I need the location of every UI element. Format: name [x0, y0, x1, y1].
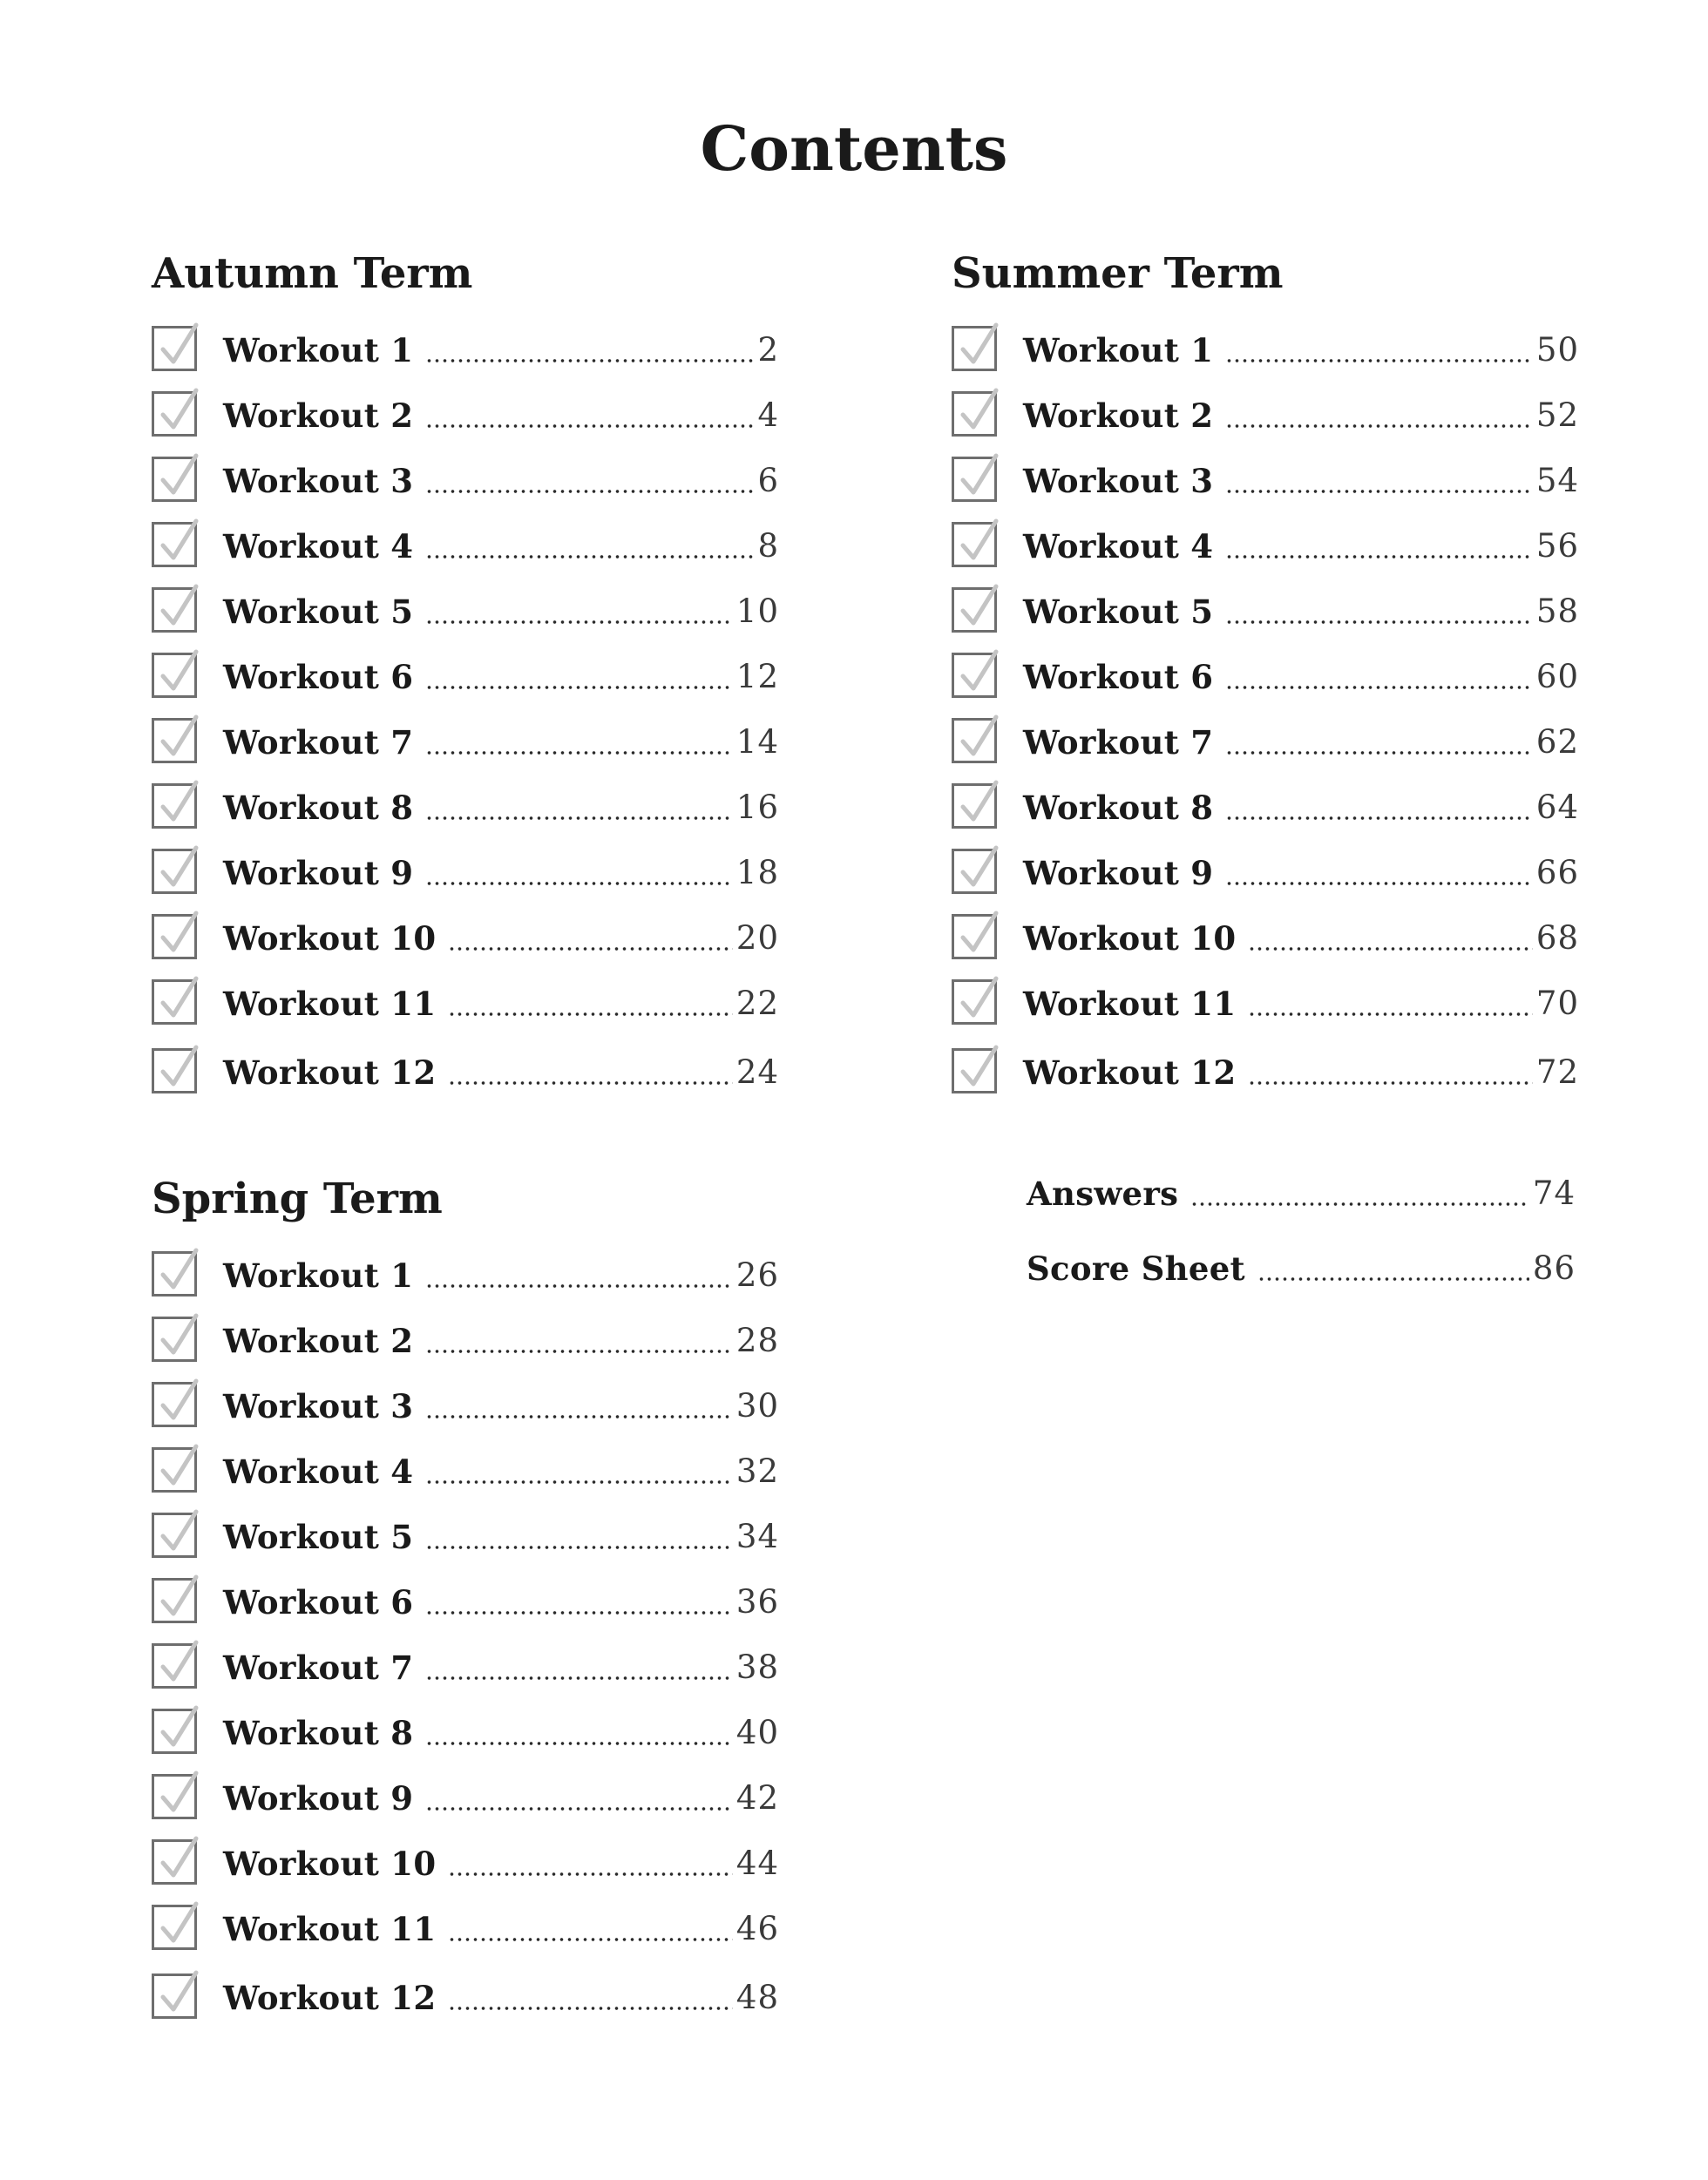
- toc-entry[interactable]: [152, 1707, 779, 1759]
- entry-label: Workout 11: [223, 1910, 437, 1948]
- toc-entry-line: [223, 520, 779, 572]
- page-number: 30: [735, 1387, 779, 1425]
- dot-leader: [425, 1544, 733, 1551]
- page-number: 70: [1535, 985, 1579, 1022]
- entry-label: Workout 3: [223, 1387, 414, 1425]
- entry-label: Workout 4: [223, 1452, 414, 1491]
- checkbox-tick-icon[interactable]: [152, 391, 197, 437]
- dot-leader: [1225, 815, 1533, 822]
- toc-entry[interactable]: [152, 586, 779, 638]
- page-number: 66: [1535, 854, 1579, 891]
- checkbox-tick-icon[interactable]: [952, 522, 997, 567]
- checkbox-tick-icon[interactable]: [152, 1643, 197, 1689]
- toc-entry-line: [1023, 847, 1579, 899]
- toc-entry[interactable]: [152, 912, 779, 965]
- checkbox-tick-icon[interactable]: [952, 1048, 997, 1093]
- entry-label: Workout 6: [1023, 658, 1214, 696]
- dot-leader: [1225, 423, 1533, 430]
- toc-entry[interactable]: [952, 324, 1579, 376]
- page-number: 40: [735, 1714, 779, 1751]
- toc-entry-line: [223, 716, 779, 768]
- page-number: 74: [1532, 1175, 1576, 1212]
- toc-entry-line: [1023, 455, 1579, 507]
- toc-entry[interactable]: [152, 455, 779, 507]
- dot-leader: [1225, 619, 1533, 626]
- page-number: 54: [1535, 462, 1579, 499]
- dot-leader: [448, 1936, 733, 1943]
- toc-entry[interactable]: [952, 782, 1579, 834]
- page-number: 8: [757, 527, 779, 565]
- entry-label: Workout 8: [223, 1714, 414, 1752]
- page-number: 16: [735, 789, 779, 826]
- page-number: 48: [735, 1979, 779, 2016]
- page-number: 14: [735, 723, 779, 761]
- dot-leader: [425, 684, 733, 691]
- entry-label: Workout 3: [223, 462, 414, 500]
- checkbox-tick-icon[interactable]: [152, 718, 197, 763]
- page-number: 58: [1535, 592, 1579, 630]
- checkbox-tick-icon[interactable]: [952, 457, 997, 502]
- entry-label: Workout 8: [223, 789, 414, 827]
- page-number: 22: [735, 985, 779, 1022]
- dot-leader: [448, 2005, 733, 2012]
- dot-leader: [425, 1805, 733, 1812]
- entry-label: Workout 7: [1023, 723, 1214, 762]
- dot-leader: [1257, 1276, 1529, 1283]
- dot-leader: [425, 749, 733, 756]
- entry-label: Score Sheet: [1027, 1249, 1245, 1288]
- page-number: 12: [735, 658, 779, 695]
- toc-entry-line: [223, 1972, 779, 2024]
- dot-leader: [448, 945, 733, 952]
- toc-entry[interactable]: [952, 1046, 1579, 1099]
- checkbox-tick-icon[interactable]: [152, 457, 197, 502]
- page-number: 28: [735, 1322, 779, 1359]
- toc-entry-line: [1023, 782, 1579, 834]
- entry-label: Workout 10: [1023, 919, 1237, 958]
- checkbox-tick-icon[interactable]: [152, 1513, 197, 1558]
- checkbox-tick-icon[interactable]: [152, 849, 197, 894]
- checkbox-tick-icon[interactable]: [152, 653, 197, 698]
- toc-entry-line: [223, 912, 779, 965]
- dot-leader: [425, 1740, 733, 1747]
- page-number: 36: [735, 1583, 779, 1621]
- toc-entry-line: [1023, 324, 1579, 376]
- dot-leader: [425, 1348, 733, 1355]
- toc-entry[interactable]: [952, 586, 1579, 638]
- checkbox-tick-icon[interactable]: [152, 587, 197, 633]
- toc-entry-line: [1023, 389, 1579, 442]
- page-number: 2: [757, 331, 779, 369]
- dot-leader: [1248, 1011, 1533, 1018]
- toc-entry-line: [223, 1707, 779, 1759]
- entry-label: Workout 1: [223, 331, 414, 369]
- checkbox-tick-icon[interactable]: [952, 849, 997, 894]
- page-number: 86: [1532, 1249, 1576, 1287]
- dot-leader: [1225, 880, 1533, 887]
- page-number: 64: [1535, 789, 1579, 826]
- dot-leader: [425, 1283, 733, 1290]
- toc-entry[interactable]: [152, 520, 779, 572]
- dot-leader: [1225, 684, 1533, 691]
- checkbox-tick-icon[interactable]: [152, 979, 197, 1025]
- toc-entry[interactable]: [152, 716, 779, 768]
- toc-entry-line: [223, 1903, 779, 1955]
- dot-leader: [425, 423, 754, 430]
- toc-entry-line: [223, 1772, 779, 1825]
- toc-entry[interactable]: [952, 651, 1579, 703]
- dot-leader: [448, 1871, 733, 1878]
- toc-entry-line: [223, 1642, 779, 1694]
- entry-label: Workout 4: [223, 527, 414, 565]
- page-number: 62: [1535, 723, 1579, 761]
- toc-entry-line: [223, 1838, 779, 1890]
- checkbox-tick-icon[interactable]: [152, 1317, 197, 1362]
- page-number: 4: [757, 396, 779, 434]
- entry-label: Workout 2: [223, 1322, 414, 1360]
- checkbox-tick-icon[interactable]: [952, 391, 997, 437]
- checkbox-tick-icon[interactable]: [152, 326, 197, 371]
- toc-entry-line: [223, 389, 779, 442]
- page-number: 44: [735, 1845, 779, 1882]
- checkbox-tick-icon[interactable]: [152, 1774, 197, 1819]
- toc-entry-line: [223, 1315, 779, 1367]
- entry-label: Workout 12: [1023, 1053, 1237, 1092]
- toc-entry-line: [1023, 586, 1579, 638]
- toc-entry-line: [223, 1046, 779, 1099]
- page-number: 32: [735, 1452, 779, 1490]
- entry-label: Workout 9: [223, 854, 414, 892]
- entry-label: Workout 2: [1023, 396, 1214, 435]
- toc-entry[interactable]: [152, 324, 779, 376]
- toc-entry-line: [223, 847, 779, 899]
- toc-entry-line: [1023, 651, 1579, 703]
- toc-entry[interactable]: [152, 1046, 779, 1099]
- dot-leader: [425, 1609, 733, 1616]
- page-number: 42: [735, 1779, 779, 1817]
- checkbox-tick-icon[interactable]: [952, 914, 997, 959]
- toc-entry[interactable]: [152, 1772, 779, 1825]
- page-number: 20: [735, 919, 779, 957]
- dot-leader: [425, 815, 733, 822]
- dot-leader: [448, 1011, 733, 1018]
- entry-label: Workout 8: [1023, 789, 1214, 827]
- entry-label: Workout 9: [1023, 854, 1214, 892]
- entry-label: Workout 5: [223, 592, 414, 631]
- toc-entry[interactable]: [152, 1380, 779, 1432]
- dot-leader: [1225, 488, 1533, 495]
- dot-leader: [425, 488, 754, 495]
- checkbox-tick-icon[interactable]: [952, 653, 997, 698]
- toc-entry[interactable]: [952, 455, 1579, 507]
- toc-entry[interactable]: [952, 978, 1579, 1030]
- section-heading-summer: Summer Term: [952, 249, 1284, 298]
- dot-leader: [1248, 1080, 1533, 1087]
- dot-leader: [425, 619, 733, 626]
- entry-label: Workout 11: [1023, 985, 1237, 1023]
- section-heading-spring: Spring Term: [152, 1175, 443, 1223]
- toc-entry-line: [1023, 716, 1579, 768]
- dot-leader: [425, 1479, 733, 1486]
- toc-entry-line: [223, 1249, 779, 1302]
- checkbox-tick-icon[interactable]: [952, 783, 997, 829]
- toc-entry[interactable]: [1027, 1242, 1576, 1295]
- toc-entry[interactable]: [1027, 1168, 1576, 1220]
- toc-entry-line: [223, 651, 779, 703]
- dot-leader: [1225, 553, 1533, 560]
- page-number: 56: [1535, 527, 1579, 565]
- page-number: 10: [735, 592, 779, 630]
- page-number: 26: [735, 1256, 779, 1294]
- checkbox-tick-icon[interactable]: [152, 1578, 197, 1623]
- toc-entry[interactable]: [152, 1576, 779, 1628]
- toc-entry[interactable]: [952, 716, 1579, 768]
- toc-entry[interactable]: [952, 389, 1579, 442]
- checkbox-tick-icon[interactable]: [952, 587, 997, 633]
- checkbox-tick-icon[interactable]: [152, 783, 197, 829]
- checkbox-tick-icon[interactable]: [152, 1905, 197, 1950]
- toc-entry[interactable]: [152, 1838, 779, 1890]
- checkbox-tick-icon[interactable]: [152, 914, 197, 959]
- dot-leader: [1225, 749, 1533, 756]
- entry-label: Workout 12: [223, 1979, 437, 2017]
- page-number: 52: [1535, 396, 1579, 434]
- page-number: 60: [1535, 658, 1579, 695]
- page-number: 50: [1535, 331, 1579, 369]
- entry-label: Workout 6: [223, 658, 414, 696]
- toc-entry-line: [223, 978, 779, 1030]
- page-number: 18: [735, 854, 779, 891]
- entry-label: Answers: [1027, 1175, 1179, 1213]
- page-number: 38: [735, 1649, 779, 1686]
- section-heading-autumn: Autumn Term: [152, 249, 473, 298]
- toc-entry[interactable]: [152, 651, 779, 703]
- dot-leader: [425, 1413, 733, 1420]
- entry-label: Workout 4: [1023, 527, 1214, 565]
- toc-entry-line: [223, 324, 779, 376]
- dot-leader: [1190, 1201, 1529, 1208]
- toc-entry[interactable]: [152, 1315, 779, 1367]
- dot-leader: [1248, 945, 1533, 952]
- toc-entry[interactable]: [152, 978, 779, 1030]
- page-number: 24: [735, 1053, 779, 1091]
- entry-label: Workout 1: [223, 1256, 414, 1295]
- toc-entry[interactable]: [952, 912, 1579, 965]
- checkbox-tick-icon[interactable]: [152, 1447, 197, 1493]
- entry-label: Workout 2: [223, 396, 414, 435]
- checkbox-tick-icon[interactable]: [952, 979, 997, 1025]
- toc-entry[interactable]: [152, 1903, 779, 1955]
- toc-entry-line: [223, 782, 779, 834]
- checkbox-tick-icon[interactable]: [152, 1709, 197, 1754]
- toc-entry-line: [1027, 1168, 1576, 1220]
- toc-entry[interactable]: [152, 847, 779, 899]
- toc-entry-line: [1027, 1242, 1576, 1295]
- dot-leader: [425, 880, 733, 887]
- dot-leader: [448, 1080, 733, 1087]
- toc-entry-line: [223, 455, 779, 507]
- toc-entry[interactable]: [152, 1642, 779, 1694]
- checkbox-tick-icon[interactable]: [152, 522, 197, 567]
- entry-label: Workout 7: [223, 723, 414, 762]
- toc-entry-line: [223, 1380, 779, 1432]
- checkbox-tick-icon[interactable]: [152, 1839, 197, 1885]
- page-number: 46: [735, 1910, 779, 1947]
- entry-label: Workout 12: [223, 1053, 437, 1092]
- toc-entry[interactable]: [152, 1511, 779, 1563]
- page-title: Contents: [700, 112, 1008, 185]
- checkbox-tick-icon[interactable]: [152, 1251, 197, 1296]
- toc-entry[interactable]: [152, 1445, 779, 1498]
- entry-label: Workout 6: [223, 1583, 414, 1621]
- toc-entry-line: [223, 586, 779, 638]
- entry-label: Workout 11: [223, 985, 437, 1023]
- dot-leader: [425, 553, 754, 560]
- page-number: 72: [1535, 1053, 1579, 1091]
- toc-entry[interactable]: [152, 1249, 779, 1302]
- toc-entry-line: [223, 1576, 779, 1628]
- page-number: 6: [757, 462, 779, 499]
- checkbox-tick-icon[interactable]: [952, 718, 997, 763]
- toc-entry[interactable]: [152, 782, 779, 834]
- checkbox-tick-icon[interactable]: [152, 1048, 197, 1093]
- entry-label: Workout 1: [1023, 331, 1214, 369]
- dot-leader: [1225, 357, 1533, 364]
- toc-entry-line: [1023, 912, 1579, 965]
- toc-entry-line: [223, 1445, 779, 1498]
- entry-label: Workout 10: [223, 1845, 437, 1883]
- dot-leader: [425, 357, 754, 364]
- entry-label: Workout 3: [1023, 462, 1214, 500]
- checkbox-tick-icon[interactable]: [952, 326, 997, 371]
- page-number: 68: [1535, 919, 1579, 957]
- entry-label: Workout 9: [223, 1779, 414, 1818]
- toc-entry[interactable]: [952, 847, 1579, 899]
- toc-entry-line: [1023, 978, 1579, 1030]
- entry-label: Workout 10: [223, 919, 437, 958]
- checkbox-tick-icon[interactable]: [152, 1974, 197, 2019]
- dot-leader: [425, 1675, 733, 1682]
- page-number: 34: [735, 1518, 779, 1555]
- toc-entry-line: [1023, 520, 1579, 572]
- toc-entry[interactable]: [152, 389, 779, 442]
- toc-entry-line: [1023, 1046, 1579, 1099]
- entry-label: Workout 5: [1023, 592, 1214, 631]
- toc-entry-line: [223, 1511, 779, 1563]
- entry-label: Workout 7: [223, 1649, 414, 1687]
- checkbox-tick-icon[interactable]: [152, 1382, 197, 1427]
- toc-entry[interactable]: [152, 1972, 779, 2024]
- toc-entry[interactable]: [952, 520, 1579, 572]
- entry-label: Workout 5: [223, 1518, 414, 1556]
